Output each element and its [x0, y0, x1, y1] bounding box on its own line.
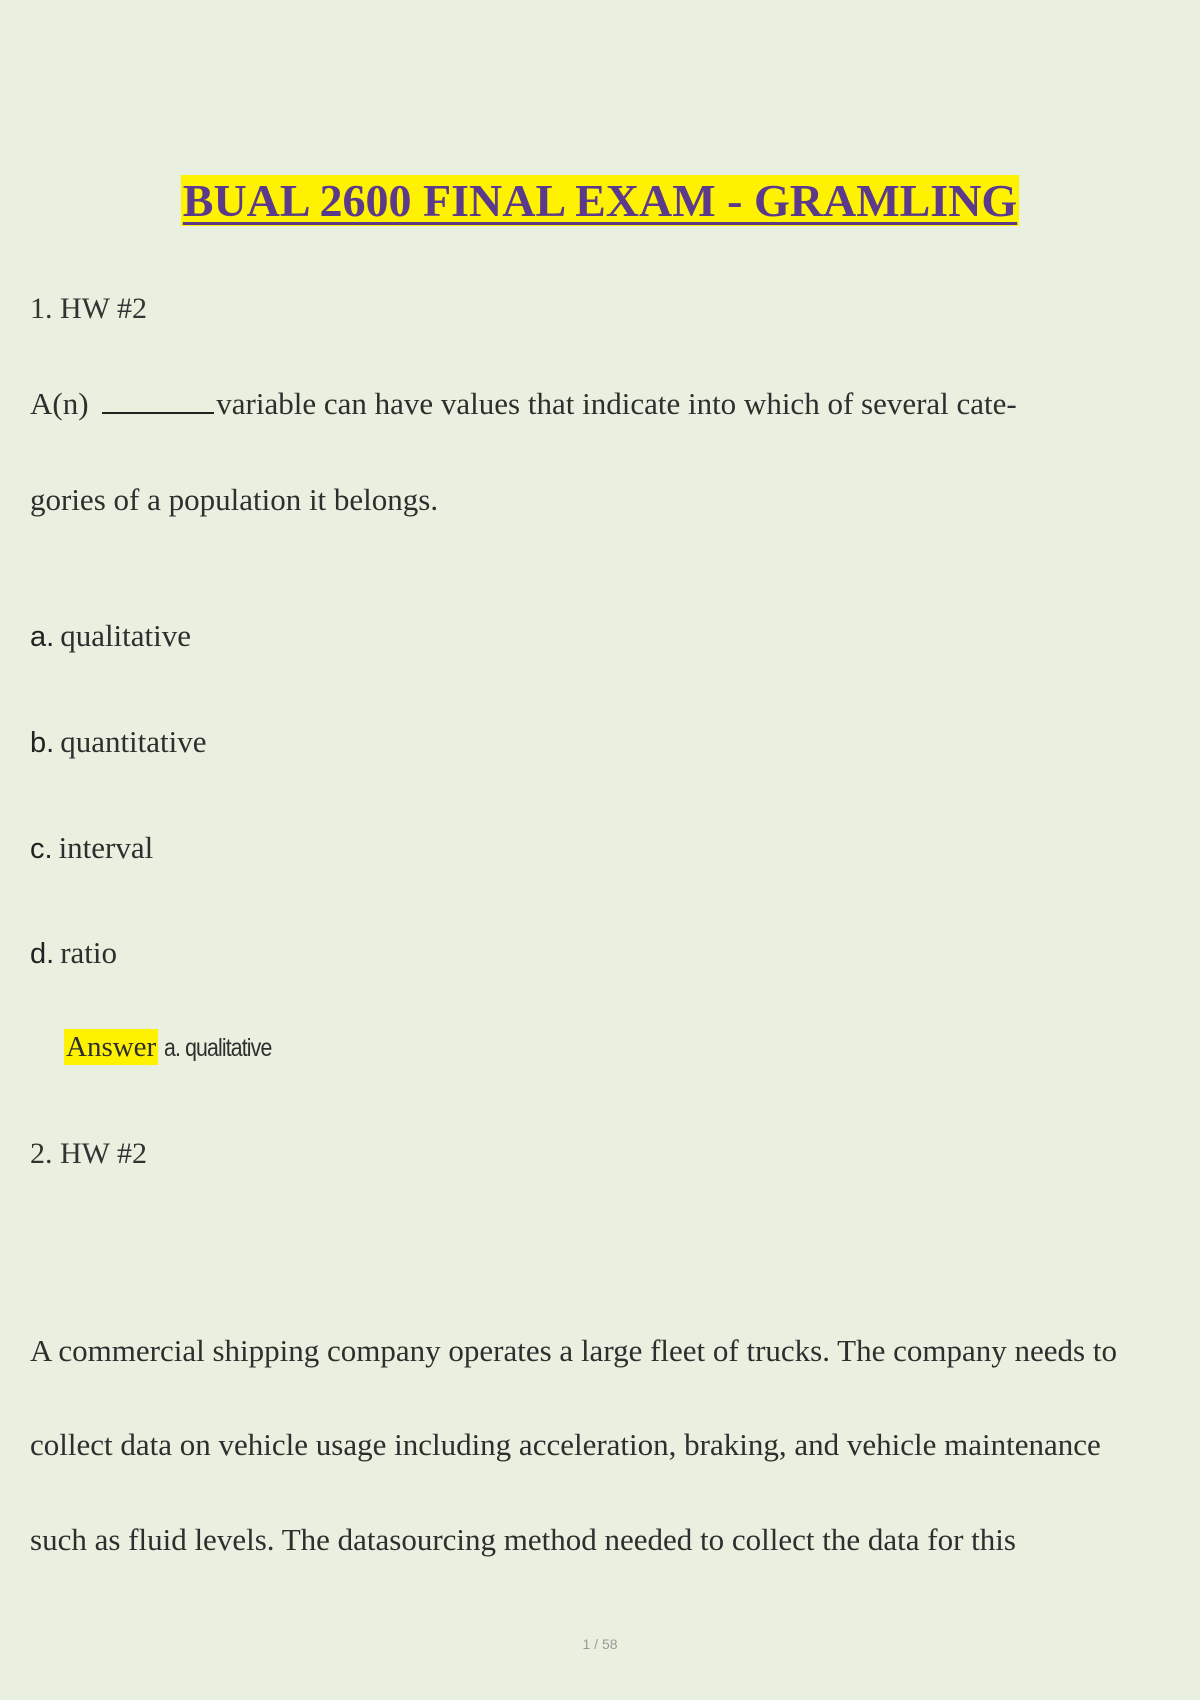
answer-label: Answer — [66, 1031, 157, 1063]
option-text: qualitative — [60, 618, 192, 653]
option-text: interval — [58, 830, 154, 865]
question-1-option-d — [30, 935, 117, 971]
question-1-option-b — [30, 724, 207, 760]
option-text: quantitative — [60, 724, 207, 759]
question-2-text-line-2: collect data on vehicle usage including acceleration, braking, and vehicle maintenance — [30, 1427, 1101, 1462]
question-1-option-c — [30, 830, 153, 866]
question-2-number: 2. HW #2 — [30, 1137, 147, 1170]
question-2-text-line-1: A commercial shipping company operates a large fleet of trucks. The company needs to — [30, 1333, 1117, 1368]
document-title-text: BUAL 2600 FINAL EXAM - GRAMLING — [182, 175, 1018, 226]
document-title — [0, 175, 1200, 227]
page-indicator: 1 / 58 — [582, 1636, 618, 1652]
question-1-number: 1. HW #2 — [30, 292, 147, 325]
answer-value: a. qualitative — [164, 1034, 272, 1062]
question-1-answer — [64, 1031, 291, 1064]
question-2-text-line-3: such as fluid levels. The datasourcing method needed to collect the data for this — [30, 1522, 1016, 1557]
question-1-text-after-blank: variable can have values that indicate into which of several cate- — [216, 386, 1017, 421]
option-letter: b. — [30, 727, 55, 759]
question-1-text-line-2: gories of a population it belongs. — [30, 482, 439, 517]
question-1-text-line-1 — [30, 386, 1017, 422]
fill-in-blank — [102, 388, 214, 414]
option-text: ratio — [60, 935, 117, 970]
option-letter: c. — [30, 833, 53, 865]
option-letter: d. — [30, 938, 55, 970]
option-letter: a. — [30, 621, 55, 653]
question-1-option-a — [30, 618, 191, 654]
question-1-text-before-blank: A(n) — [30, 386, 97, 421]
